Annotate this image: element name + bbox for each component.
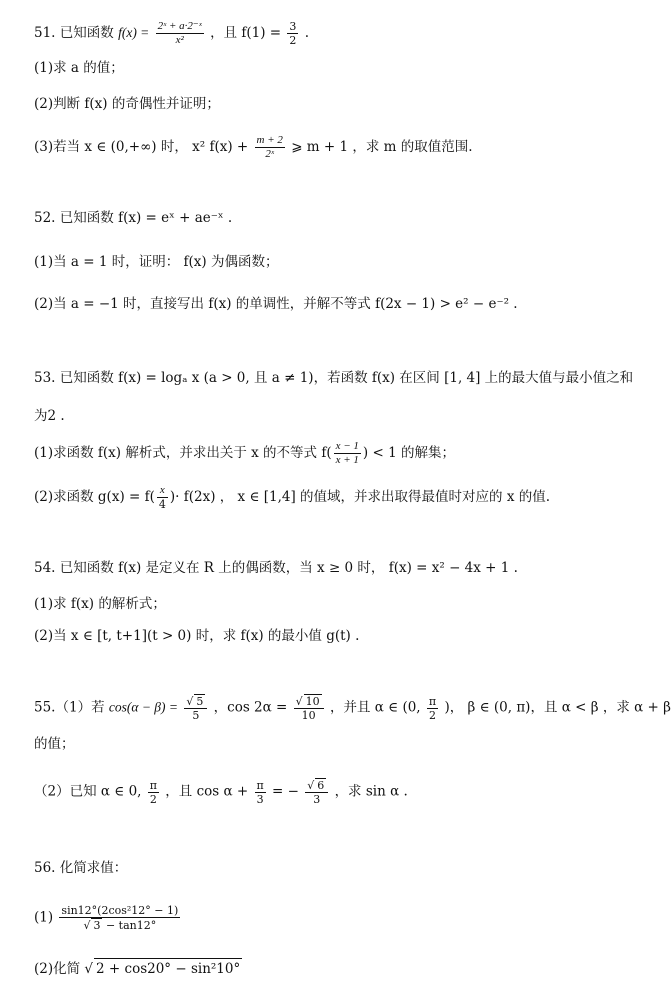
problem-53-stem: 53. 已知函数 f(x) = logₐ x (a > 0, 且 a ≠ 1)，若函数 f(x) 在区间 [1, 4] 上的最大值与最小值之和 [34,370,634,386]
fraction: $\frac{m + 2}{\text{2ˣ}}$ [256,134,283,160]
problem-53-stem-cont: 为2 . [34,408,65,424]
problem-55-part-1-cont: 的值； [34,736,75,752]
fraction: $\frac{3}{2}$ [289,20,297,47]
fraction: $\frac{\text{sin12°(2cos²12° − 1)}}{√ 3 - \tan 12^\circ}$ [61,904,179,932]
fraction: $\frac{x}{4}$ [158,484,166,511]
fraction: $\frac{\pi}{2}$ [428,694,437,722]
problem-54-part-2: (2)当 x ∈ [t, t+1](t > 0) 时，求 f(x) 的最小值 g(t) . [34,628,360,644]
problem-51-part-2: (2)判断 f(x) 的奇偶性并证明； [34,96,220,112]
problem-56-part-2: (2)化简 √ 2 + cos20° − sin²10° [34,958,242,979]
problem-55-part-1: 55.（1）若 cos(α − β) = $\frac{√ 5}{5}$ ，cos 2α = $\frac{√ 10}{10}$ ，并且 α ∈ (0, $\frac{\pi}{2}$ )， β ∈ (0, π)，且 α < β ，求 α + β [34,694,671,722]
fraction: $\frac{√ 5}{5}$ [184,694,207,722]
problem-55-part-2: （2）已知 α ∈ 0, $\frac{\pi}{2}$ ，且 cos α + $\frac{\pi}{3}$ = − $\frac{√ 6}{3}$ ，求 sin α . [34,778,408,806]
problem-53-part-2: (2)求函数 g(x) = f( $\frac{x}{4}$ )· f(2x) ， x ∈ [1,4] 的值域，并求出取得最值时对应的 x 的值. [34,484,551,511]
problem-56-stem: 56. 化简求值： [34,860,128,876]
problem-54-stem: 54. 已知函数 f(x) 是定义在 R 上的偶函数，当 x ≥ 0 时， f(x) = x² − 4x + 1 . [34,560,518,576]
fraction: $\frac{\pi}{3}$ [256,778,264,806]
problem-53-part-1: (1)求函数 f(x) 解析式，并求出关于 x 的不等式 f( $\frac{x - 1}{x + 1}$ ) < 1 的解集； [34,440,455,466]
fraction: $\frac{√ 10}{10}$ [294,694,324,722]
problem-52-stem: 52. 已知函数 f(x) = eˣ + ae⁻ˣ . [34,210,233,226]
fraction: $\frac{\pi}{2}$ [149,778,157,806]
problem-number: 51. [34,25,56,41]
problem-54-part-1: (1)求 f(x) 的解析式； [34,596,166,612]
problem-51-part-3: (3)若当 x ∈ (0,+∞) 时， x² f(x) + $\frac{m + 2}{\text{2ˣ}}$ ⩾ m + 1 ，求 m 的取值范围. [34,134,473,160]
problem-51-part-1: (1)求 a 的值； [34,60,124,76]
fraction: $\frac{\text{2ˣ + a·2⁻ˣ}}{\text{x²}}$ [157,20,202,46]
problem-51-stem: 51. 已知函数 f(x) = $\frac{\text{2ˣ + a·2⁻ˣ}}{\text{x²}}$ ，且 f(1) = $\frac{3}{2}$ . [34,20,309,47]
problem-52-part-2: (2)当 a = −1 时，直接写出 f(x) 的单调性，并解不等式 f(2x − 1) > e² − e⁻² . [34,296,518,312]
fraction: $\frac{x - 1}{x + 1}$ [335,440,359,466]
problem-52-part-1: (1)当 a = 1 时，证明： f(x) 为偶函数； [34,254,279,270]
problem-56-part-1: (1) $\frac{\text{sin12°(2cos²12° − 1)}}{√ 3 - \tan 12^\circ}$ [34,904,179,932]
fraction: $\frac{√ 6}{3}$ [305,778,328,806]
